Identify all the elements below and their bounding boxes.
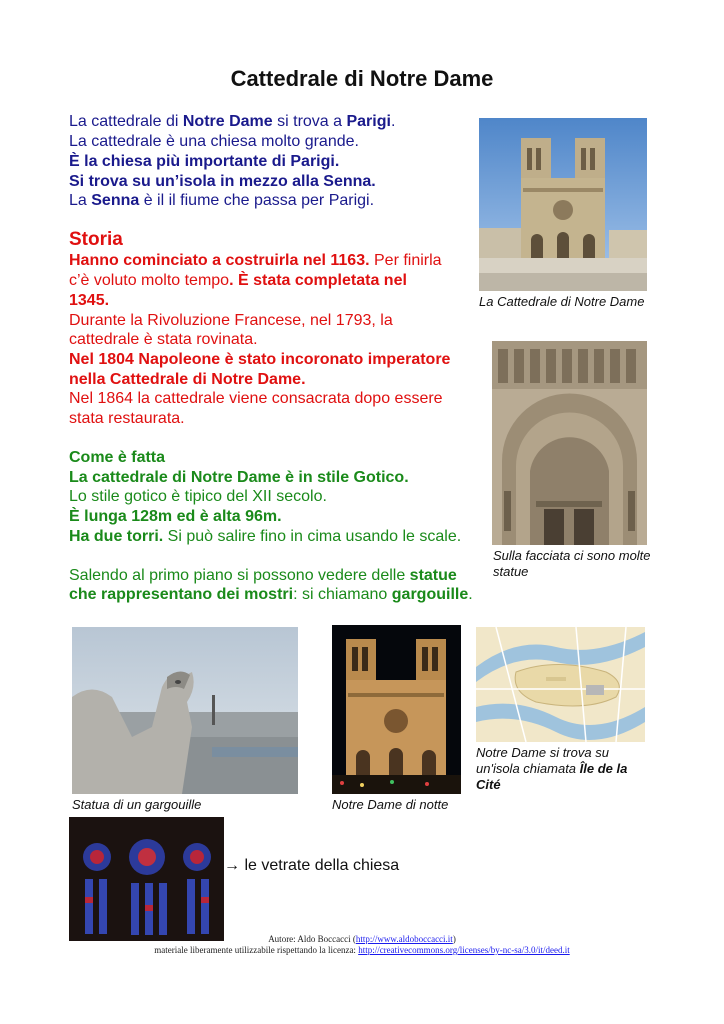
storia-line-8: Nel 1864 la cattedrale viene consacrata dopo essere bbox=[69, 390, 443, 407]
storia-line-3: 1345. bbox=[69, 292, 110, 309]
fatta-heading: Come è fatta bbox=[69, 449, 166, 466]
fatta-line-3: È lunga 128m ed è alta 96m. bbox=[69, 508, 282, 525]
intro-line-3: È la chiesa più importante di Parigi. bbox=[69, 153, 340, 170]
page-title: Cattedrale di Notre Dame bbox=[230, 66, 494, 91]
windows-text: → le vetrate della chiesa bbox=[224, 857, 400, 874]
footer-license: materiale liberamente utilizzabile rispettando la licenza: http://creativecommons.org/licenses/by-nc-sa/3.0/it/deed.it bbox=[154, 945, 570, 955]
fatta-line-6: che rappresentano dei mostri: si chiamano gargouille. bbox=[69, 586, 473, 603]
storia-line-7: nella Cattedrale di Notre Dame. bbox=[69, 371, 306, 388]
storia-line-9: stata restaurata. bbox=[69, 410, 185, 427]
windows-photo bbox=[69, 817, 224, 941]
portal-photo bbox=[492, 341, 647, 545]
fatta-line-5: Salendo al primo piano si possono vedere delle statue bbox=[69, 567, 457, 584]
facade-caption: La Cattedrale di Notre Dame bbox=[479, 294, 645, 309]
storia-line-2: c’è voluto molto tempo. È stata completata nel bbox=[69, 272, 407, 289]
intro-line-2: La cattedrale è una chiesa molto grande. bbox=[69, 133, 359, 150]
storia-heading: Storia bbox=[69, 229, 123, 250]
author-link[interactable]: http://www.aldoboccacci.it bbox=[355, 934, 453, 944]
map-caption: Notre Dame si trova su un'isola chiamata Île de la Cité bbox=[476, 745, 628, 792]
portal-caption: Sulla facciata ci sono molte statue bbox=[493, 548, 651, 579]
storia-line-5: cattedrale è stata rovinata. bbox=[69, 331, 258, 348]
fatta-line-4: Ha due torri. Si può salire fino in cima usando le scale. bbox=[69, 528, 462, 545]
license-link[interactable]: http://creativecommons.org/licenses/by-nc-sa/3.0/it/deed.it bbox=[358, 945, 570, 955]
night-caption: Notre Dame di notte bbox=[332, 797, 449, 812]
night-photo bbox=[332, 625, 461, 794]
storia-line-6: Nel 1804 Napoleone è stato incoronato imperatore bbox=[69, 351, 451, 368]
fatta-line-1: La cattedrale di Notre Dame è in stile Gotico. bbox=[69, 469, 409, 486]
intro-line-5: La Senna è il il fiume che passa per Parigi. bbox=[69, 192, 375, 209]
gargoyle-photo bbox=[72, 627, 298, 794]
storia-line-4: Durante la Rivoluzione Francese, nel 1793, la bbox=[69, 312, 393, 329]
map-image bbox=[476, 627, 645, 742]
intro-line-1: La cattedrale di Notre Dame si trova a Parigi. bbox=[69, 113, 396, 130]
fatta-line-2: Lo stile gotico è tipico del XII secolo. bbox=[69, 488, 327, 505]
storia-line-1: Hanno cominciato a costruirla nel 1163. Per finirla bbox=[69, 252, 442, 269]
footer-author: Autore: Aldo Boccacci (http://www.aldoboccacci.it) bbox=[268, 934, 456, 944]
intro-line-4: Si trova su un’isola in mezzo alla Senna. bbox=[69, 173, 376, 190]
facade-photo bbox=[479, 118, 647, 291]
gargoyle-caption: Statua di un gargouille bbox=[72, 797, 202, 812]
